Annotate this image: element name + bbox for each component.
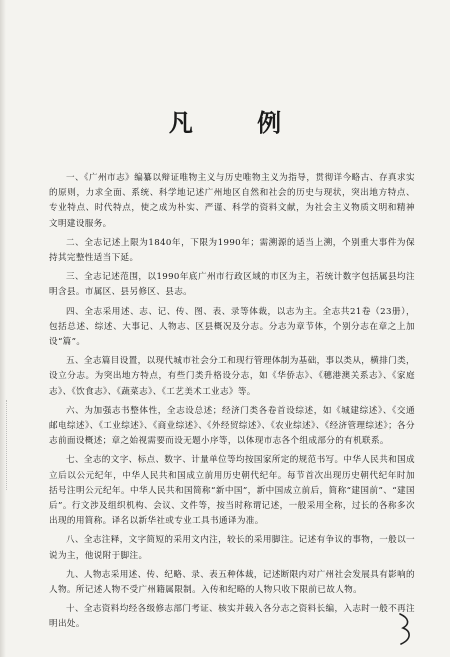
paragraph-1: 一、《广州市志》编纂以辩证唯物主义与历史唯物主义为指导，贯彻详今略古、存真求实的原则，力求全面、系统、科学地记述广州地区自然和社会的历史与现状，突出地方特点、专业特点、时代特点，使之成为朴实、严谨、科学的资料文献，为社会主义物质文明和精神文明建设服务。: [49, 173, 415, 229]
paragraph-9: 九、人物志采用述、传、纪略、录、表五种体裁，记述断限内对广州社会发展具有影响的人物。所记述人物不受广州籍属限制。入传和纪略的人物只收下限前已故人物。: [49, 569, 415, 596]
document-body: [49, 171, 415, 637]
handwritten-mark-icon: [396, 612, 416, 646]
binding-marks: [6, 400, 13, 490]
paragraph-5: 五、全志篇目设置，以现代城市社会分工和现行管理体制为基础，事以类从，横排门类，设立分志。为突出地方特点，有些门类升格设分志，如《华侨志》、《穗港澳关系志》、《家庭志》、《饮食志》、《蔬菜志》、《工艺美术工业志》等。: [49, 356, 415, 397]
paragraph-4: 四、全志采用述、志、记、传、图、表、录等体裁，以志为主。全志共21卷（23册），包括总述、综述、大事记、人物志、区县概况及分志。分志为章节体，个别分志在章之上加设“篇”。: [49, 306, 415, 348]
paragraph-2: 二、全志记述上限为1840年，下限为1990年；需溯源的适当上溯，个别重大事件为保持其完整性适当下延。: [49, 237, 415, 264]
scan-edge-shadow: [0, 0, 6, 657]
page-title: 凡 例: [168, 108, 310, 137]
paragraph-10: 十、全志资料均经各级修志部门考证、核实并载入各分志之资料长编，入志时一般不再注明出处。: [49, 604, 415, 630]
paragraph-6: 六、为加强志书整体性，全志设总述；经济门类各卷首设综述，如《城建综述》、《交通邮电综述》、《工业综述》、《商业综述》、《外经贸综述》、《农业综述》、《经济管理综述》；各分志前面设概述；章之始视需要而设无题小序等，以体现市志各个组成部分的有机联系。: [49, 405, 415, 447]
paragraph-8: 八、全志注释，文字简短的采用文内注，较长的采用脚注。记述有争议的事物，一般以一说为主，他说附于脚注。: [49, 535, 415, 561]
paragraph-7: 七、全志的文字、标点、数字、计量单位等均按国家所定的规范书写。中华人民共和国成立后以公元纪年，中华人民共和国成立前用历史朝代纪年。每节首次出现历史朝代纪年时加括号注明公元纪年。中华人民共和国简称“新中国”，新中国成立前后，简称“建国前”、“建国后”。行文涉及组织机构、会议、文件等，按当时称谓记述，一般采用全称，过长的各称多次出现的用简称。译名以新华社或专业工具书通译为准。: [49, 455, 415, 527]
paragraph-3: 三、全志记述范围，以1990年底广州市行政区域的市区为主，若统计数字包括属县均注明含县。市属区、县另修区、县志。: [49, 272, 415, 298]
